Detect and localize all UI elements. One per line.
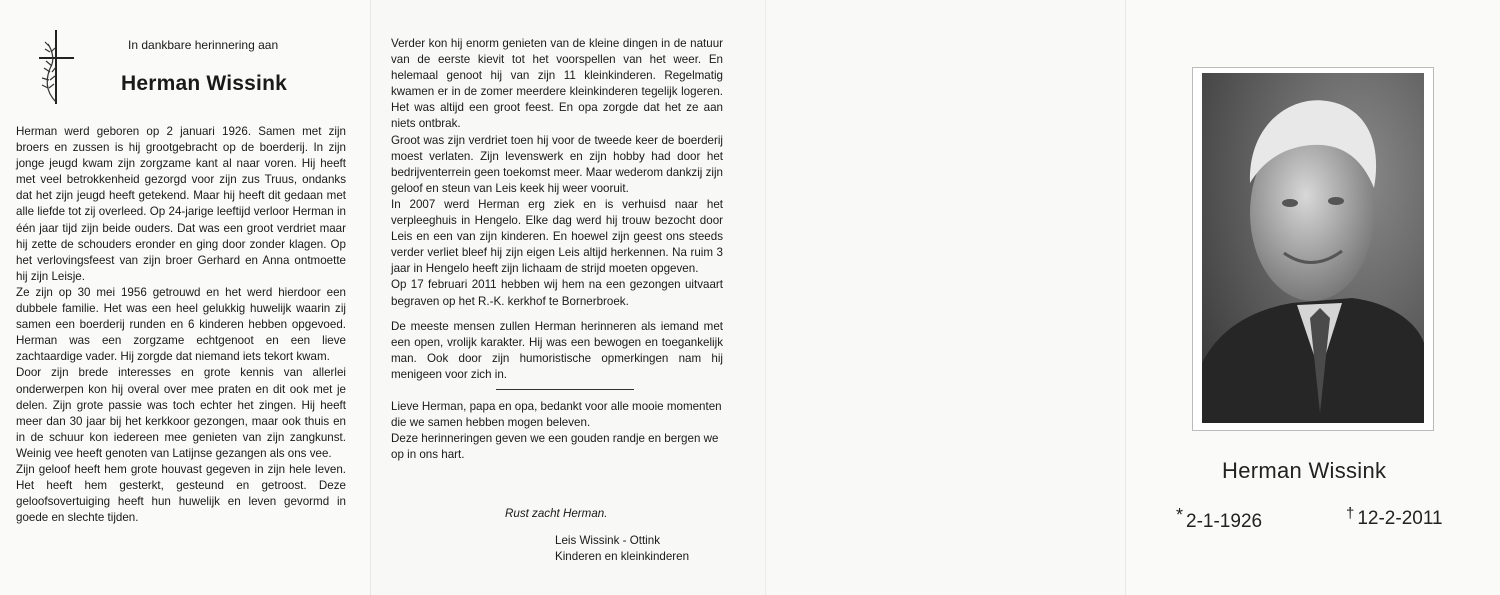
biography-column-2 <box>391 36 723 463</box>
closing-paragraph: Lieve Herman, papa en opa, bedankt voor alle mooie momenten die we samen hebben mogen beleven. <box>391 399 722 430</box>
biography-column-1 <box>16 124 346 526</box>
page-left <box>0 0 370 595</box>
page-front <box>1125 0 1500 595</box>
closing-paragraph-2: Deze herinneringen geven we een gouden randje en bergen we op in ons hart. <box>391 432 719 462</box>
birth-symbol: * <box>1176 505 1184 525</box>
paragraph: Ze zijn op 30 mei 1956 getrouwd en het werd hierdoor een dubbele familie. Het was een heel gelukkig huwelijk waarin zij samen een boerderij runden en 6 kinderen hebben opgevoed. Herman was een zorgzame echtgenoot en een lieve zachtaardige vader. Hij zorgde dat niemand iets tekort kwam. <box>16 285 346 364</box>
paragraph: In 2007 werd Herman erg ziek en is verhuisd naar het verpleeghuis in Hengelo. Elke dag werd hij trouw bezocht door Leis en een van zijn kinderen. En hoewel zijn geest ons steeds verder verliet bleef hij zijn eigen Leis altijd herkennen. Na ruim 3 jaar in Hengelo heeft zijn lichaam de strijd moeten opgeven. <box>391 197 723 276</box>
paragraph: Herman werd geboren op 2 januari 1926. Samen met zijn broers en zussen is hij grootgebracht op de boerderij. In zijn jonge jeugd kwam zijn zorgzame kant al naar voren. Hij heeft met veel betrokkenheid gezorgd voor zijn zus Truus, ondanks dat het zijn jeugd heeft getekend. Maar hij heeft dit gedaan met alle liefde tot zij overleed. Op 24-jarige leeftijd verloor Herman in één jaar tijd zijn beide ouders. Dat was een groot verdriet maar hij zette de schouders eronder en ging door zonder klagen. Op het verlovingsfeest van zijn broer Gerhard en Anna ontmoette hij zijn Leisje. <box>16 125 346 283</box>
paragraph: Verder kon hij enorm genieten van de kleine dingen in de natuur van de eerste kievit tot het voorspellen van het weer. En helemaal genoot hij van zijn 11 kleinkinderen. Regelmatig kwamen er in de zomer meerdere kleinkinderen tegelijk logeren. Het was altijd een groot feest. En opa zorgde dat het ze aan niets ontbrak. <box>391 37 723 131</box>
memory-paragraph: De meeste mensen zullen Herman herinneren als iemand met een open, vrolijk karakter. Hij was een bewogen en toegankelijk man. Ook door zijn humoristische opmerkingen nam hij menigeen voor zich in. <box>391 319 723 381</box>
intro-text: In dankbare herinnering aan <box>128 38 279 52</box>
death-date-text: 12-2-2011 <box>1357 508 1443 529</box>
death-symbol: † <box>1346 505 1355 522</box>
cross-icon <box>34 28 78 106</box>
divider <box>496 389 634 390</box>
portrait-photo <box>1202 73 1424 423</box>
paragraph: Zijn geloof heeft hem grote houvast gegeven in zijn hele leven. Het heeft hem gesterkt, gesteund en getroost. Deze geloofsovertuiging heeft hun huwelijk en leven gevormd in goede en slechte tijden. <box>16 462 346 525</box>
farewell-text: Rust zacht Herman. <box>505 507 608 520</box>
birth-date-text: 2-1-1926 <box>1186 511 1263 532</box>
paragraph: Groot was zijn verdriet toen hij voor de tweede keer de boerderij moest verlaten. Zijn levenswerk en zijn hobby had door het bedrijventerrein geen toekomst meer. Maar wederom dankzij zijn geloof en steun van Leis keek hij weer vooruit. <box>391 133 723 195</box>
page-blank <box>765 0 1126 595</box>
signature-family: Kinderen en kleinkinderen <box>555 550 690 563</box>
paragraph: Op 17 februari 2011 hebben wij hem na een gezongen uitvaart begraven op het R.-K. kerkhof te Bornerbroek. <box>391 278 723 308</box>
birth-date <box>1176 505 1262 533</box>
death-date <box>1346 505 1443 530</box>
front-name: Herman Wissink <box>1222 458 1387 483</box>
deceased-name: Herman Wissink <box>121 72 288 95</box>
page-middle <box>370 0 766 595</box>
portrait-frame <box>1192 67 1434 431</box>
signature-spouse: Leis Wissink - Ottink <box>555 534 661 547</box>
paragraph: Door zijn brede interesses en grote kennis van allerlei onderwerpen kon hij overal over mee praten en dit ook met je delen. Zijn grote passie was toch echter het zingen. Hij heeft meer dan 30 jaar bij het kerkkoor gezongen, maar ook thuis en in de schuur kon iedereen mee genieten van zijn zangkunst. Weinig vee heeft genoten van Latijnse gezangen als ons vee. <box>16 366 346 460</box>
